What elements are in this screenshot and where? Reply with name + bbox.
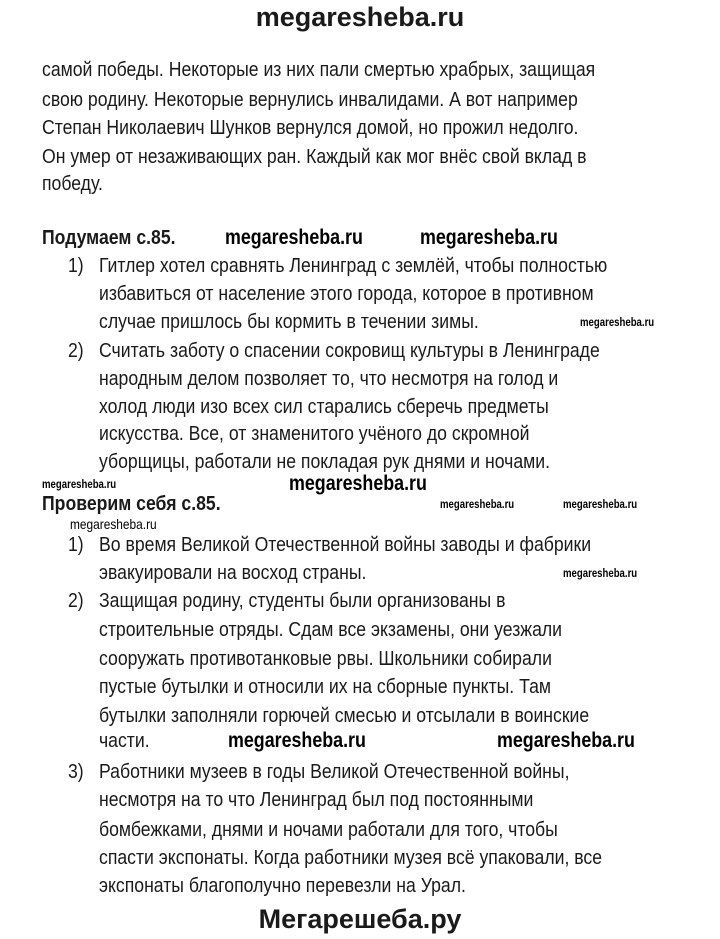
list-item-line: экспонаты благополучно перевезли на Урал. <box>99 874 466 897</box>
watermark: megaresheba.ru <box>563 497 638 511</box>
list-item-line: бомбежками, днями и ночами работали для того, чтобы <box>99 818 558 841</box>
watermark: megaresheba.ru <box>289 472 427 495</box>
list-item-line: народным делом позволяет то, что несмотря на голод и <box>99 367 559 390</box>
watermark: megaresheba.ru <box>440 497 515 511</box>
list-number: 3) <box>68 760 84 783</box>
watermark: megaresheba.ru <box>228 729 366 752</box>
watermark: megaresheba.ru <box>70 516 157 532</box>
paragraph-line: победу. <box>42 172 103 195</box>
paragraph-line: Он умер от незаживающих ран. Каждый как мог внёс свой вклад в <box>42 145 587 168</box>
list-item-line: строительные отряды. Сдам все экзамены, они уезжали <box>99 618 563 641</box>
list-number: 2) <box>68 339 84 362</box>
watermark: megaresheba.ru <box>420 226 558 249</box>
list-item-line: спасти экспонаты. Когда работники музея всё упаковали, все <box>99 846 603 869</box>
site-title: megaresheba.ru <box>255 2 465 32</box>
list-item-line: пустые бутылки и относили их на сборные пункты. Там <box>99 675 552 698</box>
list-number: 2) <box>68 589 84 612</box>
section-heading: Проверим себя с.85. <box>42 492 221 515</box>
list-number: 1) <box>68 533 84 556</box>
list-item-line: Считать заботу о спасении сокровищ культуры в Ленинграде <box>99 339 600 362</box>
watermark: megaresheba.ru <box>497 729 635 752</box>
site-footer: Мегарешеба.ру <box>258 904 462 934</box>
list-item-line: избавиться от население этого города, которое в противном <box>99 282 594 305</box>
list-number: 1) <box>68 254 84 277</box>
list-item-line: случае пришлось бы кормить в течении зимы. <box>99 310 479 333</box>
watermark: megaresheba.ru <box>580 315 655 329</box>
list-item-line: Защищая родину, студенты были организованы в <box>99 589 506 612</box>
list-item-line: сооружать противотанковые рвы. Школьники собирали <box>99 647 552 670</box>
list-item-line: бутылки заполняли горючей смесью и отсылали в воинские <box>99 704 590 727</box>
list-item-line: Гитлер хотел сравнять Ленинград с землёй, чтобы полностью <box>99 254 608 277</box>
list-item-line: холод люди изо всех сил старались сберечь предметы <box>99 395 549 418</box>
watermark: megaresheba.ru <box>42 477 117 491</box>
watermark: megaresheba.ru <box>225 226 363 249</box>
list-item-line: уборщицы, работали не покладая рук днями и ночами. <box>99 450 551 473</box>
list-item-line: Работники музеев в годы Великой Отечественной войны, <box>99 760 570 783</box>
paragraph-line: самой победы. Некоторые из них пали смертью храбрых, защищая <box>42 58 596 81</box>
paragraph-line: Степан Николаевич Шунков вернулся домой, но прожил недолго. <box>42 116 579 139</box>
list-item-line: несмотря на то что Ленинград был под постоянными <box>99 788 534 811</box>
list-item-line: Во время Великой Отечественной войны заводы и фабрики <box>99 533 592 556</box>
list-item-line: искусства. Все, от знаменитого учёного до скромной <box>99 422 530 445</box>
section-heading: Подумаем с.85. <box>42 226 176 249</box>
list-item-line: эвакуировали на восход страны. <box>99 561 367 584</box>
list-item-line: части. <box>99 729 150 752</box>
paragraph-line: свою родину. Некоторые вернулись инвалидами. А вот например <box>42 88 578 111</box>
watermark: megaresheba.ru <box>563 566 638 580</box>
